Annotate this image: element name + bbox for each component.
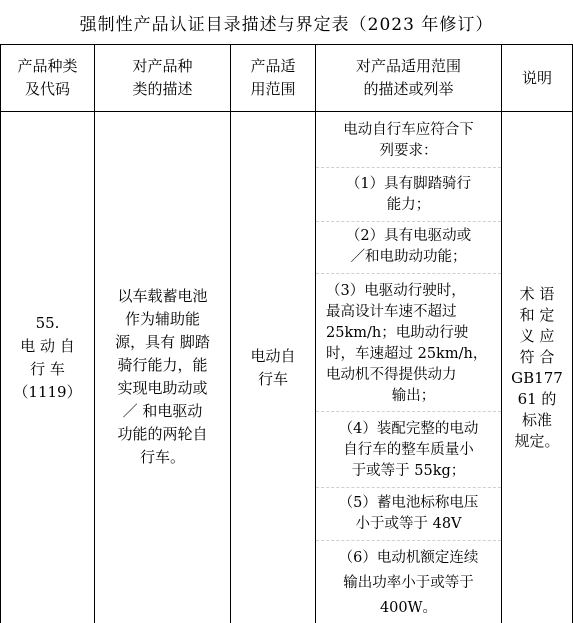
requirements-intro: [316, 120, 501, 162]
requirement-line: （4）装配完整的电动: [338, 421, 479, 437]
requirement-line: 小于或等于 48V: [355, 516, 462, 532]
notes-cell: [501, 112, 573, 623]
header-notes: [502, 45, 572, 111]
header-line: 及代码: [24, 80, 70, 98]
note-line: 规定。: [514, 431, 560, 450]
requirement-line: 最高设计车速不超过: [326, 304, 457, 320]
note-line: 符 合: [519, 347, 555, 366]
header-line: 对产品种: [132, 57, 193, 75]
requirement-line: （3）电驱动行驶时，: [326, 283, 466, 299]
header-line: 产品适: [250, 57, 296, 75]
description-line: 功能的两轮自: [117, 425, 208, 443]
requirement-line: 25km/h；电助动行驶: [326, 325, 469, 341]
requirement-line: 电动自行车应符合下: [343, 122, 474, 138]
note-line: 标准: [521, 410, 552, 429]
requirement-separator: [316, 167, 501, 168]
requirement-6: [316, 546, 501, 621]
requirement-5: [316, 493, 501, 535]
requirement-line: 能力；: [386, 197, 431, 213]
note-line: 61 的: [517, 389, 557, 408]
header-line: 对产品适用范围: [355, 57, 461, 75]
header-product-category: [1, 45, 94, 111]
requirement-separator: [316, 411, 501, 412]
description-line: 骑行能力，能: [117, 356, 208, 374]
header-line: 说明: [521, 68, 552, 87]
description-line: 以车载蓄电池: [117, 287, 208, 305]
header-category-description: [95, 45, 230, 111]
table-title: 强制性产品认证目录描述与界定表（2023 年修订）: [79, 15, 494, 35]
category-line: （1119）: [13, 383, 82, 401]
header-line: 产品种类: [17, 57, 78, 75]
requirement-line: （1）具有脚踏骑行: [345, 176, 472, 192]
requirement-separator: [316, 221, 501, 222]
scope-line: 电动自: [250, 347, 296, 365]
description-line: 实现电助动或: [117, 379, 208, 397]
header-line: 的描述或列举: [363, 80, 454, 98]
requirement-separator: [316, 487, 501, 488]
category-line: 电 动 自: [20, 337, 75, 355]
requirement-line: 自行车的整车质量小: [343, 442, 474, 458]
header-line: 类的描述: [132, 80, 193, 98]
requirement-line: 时，车速超过 25km/h，: [326, 346, 488, 362]
requirement-line: （5）蓄电池标称电压: [338, 495, 479, 511]
header-applicable-scope: [231, 45, 315, 111]
requirement-2: [316, 226, 501, 268]
scope-line: 行车: [257, 370, 288, 388]
requirement-4: [316, 419, 501, 482]
requirement-line: 于或等于 55kg；: [351, 463, 466, 479]
requirement-line: 列要求：: [379, 143, 438, 159]
col-divider-2: [230, 44, 231, 623]
requirement-3: [316, 281, 501, 407]
requirement-line: 电动机不得提供动力: [326, 367, 457, 383]
requirement-line: 输出；: [391, 388, 436, 404]
requirement-line: ／和电助动功能；: [350, 249, 467, 265]
category-code-cell: [1, 298, 94, 418]
note-line: 术 语: [519, 284, 555, 303]
note-line: 义 应: [519, 326, 555, 345]
note-line: 和 定: [519, 305, 555, 324]
category-line: 行 车: [30, 360, 65, 378]
header-line: 用范围: [250, 80, 296, 98]
applicable-scope-cell: [231, 340, 315, 396]
requirement-line: （6）电动机额定连续: [338, 550, 479, 566]
requirement-separator: [316, 540, 501, 541]
header-divider: [0, 111, 573, 112]
requirement-separator: [316, 273, 501, 274]
category-description-cell: [95, 282, 230, 472]
description-line: 行车。: [139, 448, 185, 466]
description-line: 源，具有 脚踏: [115, 333, 210, 351]
note-line: GB177: [511, 368, 563, 387]
requirement-line: 400W。: [379, 600, 438, 616]
description-line: 作为辅助能: [124, 310, 200, 328]
description-line: ／ 和电驱动: [122, 402, 203, 420]
requirement-line: 输出功率小于或等于: [343, 575, 474, 591]
category-line: 55.: [35, 314, 60, 332]
requirement-line: （2）具有电驱动或: [345, 228, 472, 244]
requirement-1: [316, 174, 501, 216]
header-scope-description: [316, 45, 501, 111]
